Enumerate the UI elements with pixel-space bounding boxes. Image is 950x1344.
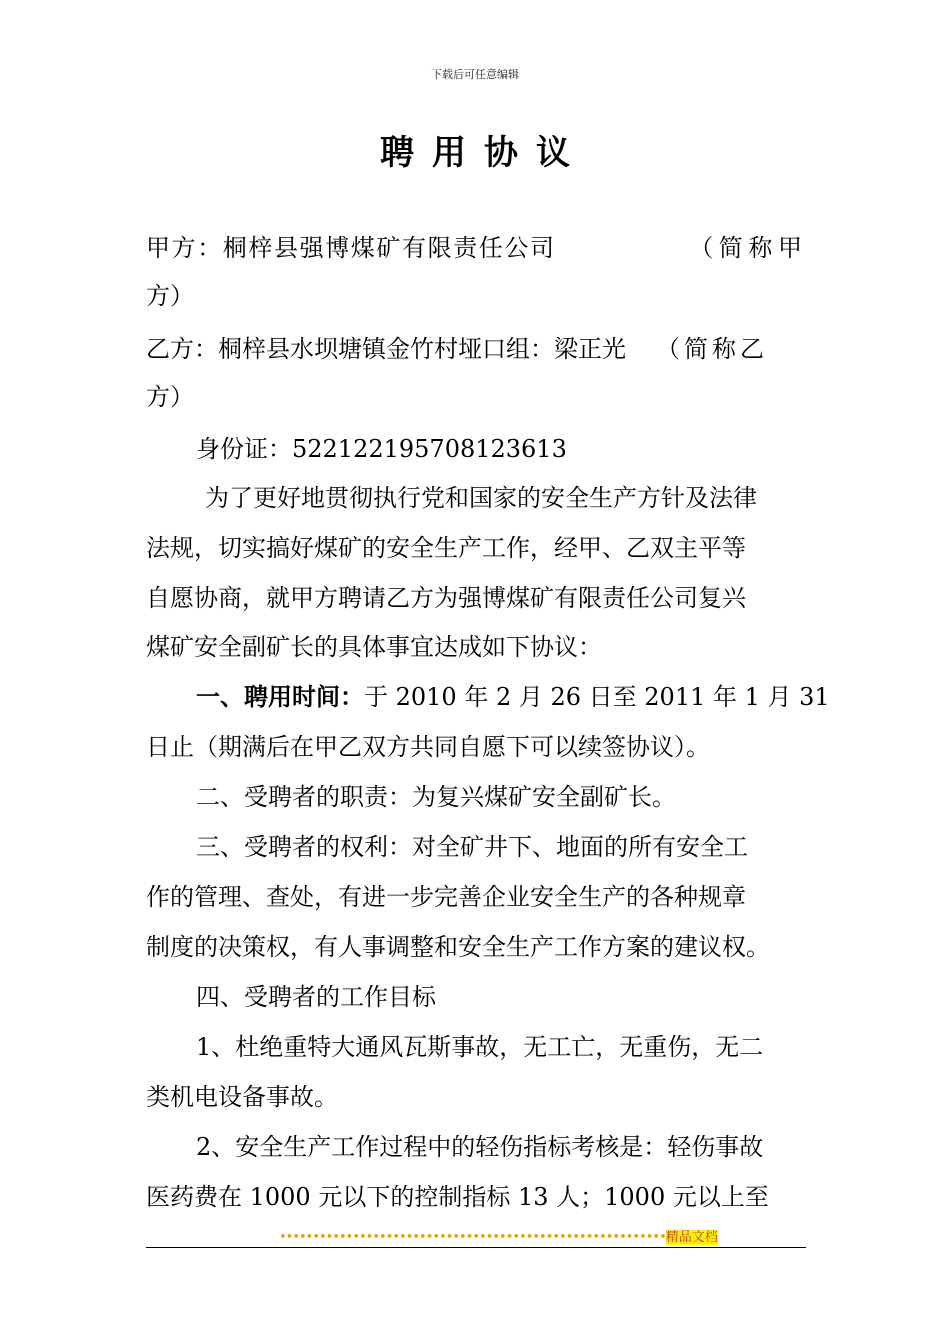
party-b-tail: （简称乙 [656, 335, 768, 363]
header-note: 下载后可任意编辑 [431, 68, 519, 81]
page-title: 聘用协议 [380, 133, 588, 173]
paragraph-line: 类机电设备事故。 [146, 1083, 338, 1111]
clause-1-line [196, 677, 830, 717]
clause-1-text: 于 2010 年 2 月 26 日至 2011 年 1 月 31 [364, 683, 830, 711]
party-b-line [146, 329, 806, 369]
paragraph-line: 日止（期满后在甲乙双方共同自愿下可以续签协议）。 [146, 733, 710, 761]
footer-dots: •••••••••••••••••••••••••••••••••••••••••••••••••••••••••• [279, 1230, 666, 1245]
paragraph-line: 煤矿安全副矿长的具体事宜达成如下协议： [146, 633, 602, 661]
party-a-cont: 方） [146, 282, 194, 310]
clause-4-line: 四、受聘者的工作目标 [196, 983, 436, 1011]
paragraph-line: 医药费在 1000 元以下的控制指标 13 人；1000 元以上至 [146, 1183, 769, 1211]
party-b-cont: 方） [146, 383, 194, 411]
footer-watermark [279, 1229, 718, 1247]
footer-rule [146, 1247, 806, 1248]
paragraph-line: 制度的决策权，有人事调整和安全生产工作方案的建议权。 [146, 933, 770, 961]
item-1-line: 1、杜绝重特大通风瓦斯事故，无工亡，无重伤，无二 [196, 1033, 764, 1061]
paragraph-line: 作的管理、查处，有进一步完善企业安全生产的各种规章 [146, 883, 746, 911]
party-a-tail: （简称甲 [687, 234, 807, 262]
paragraph-line: 自愿协商，就甲方聘请乙方为强博煤矿有限责任公司复兴 [146, 584, 746, 612]
clause-2-line: 二、受聘者的职责：为复兴煤矿安全副矿长。 [196, 783, 676, 811]
party-b-text: 乙方：桐梓县水坝塘镇金竹村垭口组：梁正光 [146, 335, 626, 363]
party-a-line [146, 228, 806, 268]
id-card-line: 身份证：522122195708123613 [196, 435, 567, 463]
party-a-text: 甲方：桐梓县强博煤矿有限责任公司 [146, 234, 556, 262]
footer-label: 精品文档 [665, 1230, 718, 1245]
paragraph-line: 法规，切实搞好煤矿的安全生产工作，经甲、乙双主平等 [146, 534, 746, 562]
paragraph-line: 为了更好地贯彻执行党和国家的安全生产方针及法律 [205, 484, 757, 512]
clause-3-line: 三、受聘者的权利：对全矿井下、地面的所有安全工 [196, 833, 748, 861]
clause-1-heading: 一、聘用时间： [196, 683, 364, 711]
item-2-line: 2、安全生产工作过程中的轻伤指标考核是：轻伤事故 [196, 1133, 764, 1161]
